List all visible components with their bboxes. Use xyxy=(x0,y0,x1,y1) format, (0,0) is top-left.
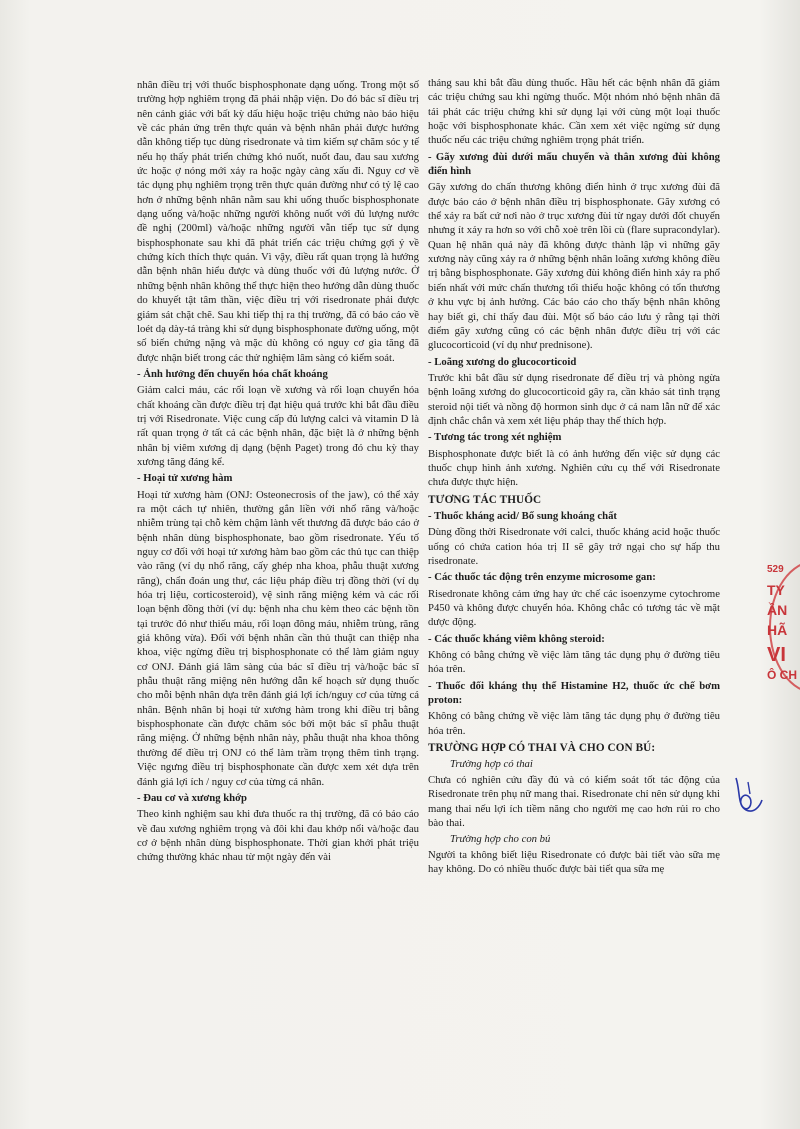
handwritten-signature xyxy=(728,770,768,820)
section-heading: - Gãy xương đùi dưới mấu chuyển và thân xương đùi không điển hình xyxy=(428,150,720,178)
section-heading: - Ảnh hưởng đến chuyển hóa chất khoáng xyxy=(137,367,328,380)
paragraph: nhân điều trị với thuốc bisphosphonate dạng uống. Trong một số trường hợp nghiêm trọng đã phải nhập viện. Do đó bác sĩ điều trị nên cảnh giác với bất kỳ dấu hiệu hoặc triệu chứng nào báo hiệu về các phản ứng trên thực quản và bệnh nhân phải được hướng dẫn không tiếp tục dùng risedronate và tìm kiếm sự chăm sóc y tế nếu họ thấy phát triển chứng khó nuốt, nuốt đau, đau sau xương ức hoặc ợ nóng mới xảy ra hoặc ngày càng xấu đi. Nguy cơ về tác dụng phụ nghiêm trọng trên thực quản đường như có tỷ lệ cao hơn ở những bệnh nhân nằm sau khi uống thuốc bisphosphonate dạng uống và/hoặc những người không nuốt với đủ lượng nước đề nghị (200ml) và/hoặc những người vẫn tiếp tục sử dụng bisphosphonate sau khi đã phát triển các triệu chứng gợi ý về chứng kích thích thực quản. Vì vậy, điều rất quan trọng là hướng dẫn bệnh nhân hiểu được và dùng thuốc với đủ lượng nước. Ở những bệnh nhân không thể thực hiện theo hướng dẫn dùng thuốc do khuyết tật tâm thần, việc điều trị với risedronate phải được giám sát chặt chẽ. Sau khi tiếp thị ra thị trường, đã có báo cáo về loét dạ dày-tá tràng khi sử dụng bisphosphonate đường uống, một số biến chứng nặng và mặc dù không có nguy cơ gia tăng đã được nhận biết trong các thử nghiệm lâm sàng có kiểm soát. xyxy=(137,79,419,364)
section-heading: - Các thuốc tác động trên enzyme microsome gan: xyxy=(428,571,656,584)
paragraph: Giảm calci máu, các rối loạn về xương và rối loạn chuyển hóa chất khoáng cần được điều trị đạt hiệu quả trước khi bắt đầu điều trị với Risedronate. Việc cung cấp đủ lượng calci và vitamin D là rất quan trọng ở tất cả các bệnh nhân, đặc biệt là ở những bệnh nhân bị viêm xương dị dạng (bệnh Paget) trong đó chu kỳ thay xương tăng đáng kể. xyxy=(137,384,419,468)
paragraph: Không có bằng chứng về việc làm tăng tác dụng phụ ở đường tiêu hóa trên. xyxy=(428,649,720,676)
subsection-title: Trường hợp cho con bú xyxy=(450,833,551,846)
right-column xyxy=(428,76,720,878)
paragraph: tháng sau khi bắt đầu dùng thuốc. Hầu hết các bệnh nhân đã giảm các triệu chứng sau khi ngừng thuốc. Một nhóm nhỏ bệnh nhân đã tái phát các triệu chứng khi sử dụng lại với cùng một loại thuốc hoặc với bisphosphonate khác. Cần xem xét việc ngừng sử dụng thuốc nếu các triệu chứng nghiêm trọng phát triển. xyxy=(428,77,720,147)
section-heading: - Thuốc kháng acid/ Bổ sung khoáng chất xyxy=(428,509,617,522)
paragraph: Trước khi bắt đầu sử dụng risedronate để điều trị và phòng ngừa bệnh loãng xương do glucocorticoid gây ra, cần khảo sát tình trạng steroid nội tiết và nồng độ hormon sinh dục ở cả nam lẫn nữ để xác định chắc chắn và xem xét liệu pháp thay thế thích hợp. xyxy=(428,371,720,427)
left-column xyxy=(137,78,419,867)
section-heading: - Thuốc đối kháng thụ thể Histamine H2, thuốc ức chế bơm proton: xyxy=(428,679,720,707)
section-title: TRƯỜNG HỢP CÓ THAI VÀ CHO CON BÚ: xyxy=(428,742,656,755)
section-heading: - Đau cơ và xương khớp xyxy=(137,791,247,804)
section-heading: - Các thuốc kháng viêm không steroid: xyxy=(428,632,605,645)
paragraph: Risedronate không cảm ứng hay ức chế các isoenzyme cytochrome P450 và không được chuyển hóa. Không chắc có tương tác về mặt dược động. xyxy=(428,587,720,629)
paragraph: Chưa có nghiên cứu đầy đủ và có kiểm soát tốt tác động của Risedronate trên phụ nữ mang thai. Risedronate chỉ nên sử dụng khi mang thai nếu lợi ích tiềm năng cho người mẹ cao hơn rủi ro cho bào thai. xyxy=(428,773,720,829)
section-title: TƯƠNG TÁC THUỐC xyxy=(428,493,542,506)
paragraph: Không có bằng chứng về việc làm tăng tác dụng phụ ở đường tiêu hóa trên. xyxy=(428,710,720,737)
section-heading: - Hoại tử xương hàm xyxy=(137,472,233,485)
company-stamp: 529 TY ẦN HÃ VI Ô CH xyxy=(755,560,800,690)
paragraph: Hoại tử xương hàm (ONJ: Osteonecrosis of the jaw), có thể xảy ra một cách tự nhiên, thường gắn liền với nhổ răng và/hoặc nhiễm trùng tại chỗ kèm chậm lành vết thương đã được báo cáo ở bệnh nhân dùng bisphosphonate, bao gồm risedronate. Yếu tố nguy cơ đối với hoại tử xương hàm bao gồm các thủ tục can thiệp vào răng (ví dụ nhổ răng, cấy ghép nha khoa, phẫu thuật xương răng), chẩn đoán ung thư, các liệu pháp điều trị đồng thời (ví dụ hóa trị liệu, corticosteroid), vệ sinh răng miệng kém và các rối loạn bệnh đồng thời (ví dụ: bệnh nha chu kèm theo các bệnh tồn tại trước đó như thiếu máu, rối loạn đông máu, nhiễm trùng, răng giả không vừa). Đối với bệnh nhân cần thủ thuật can thiệp nha khoa, việc ngừng điều trị bisphosphonate có thể làm giảm nguy cơ ONJ. Đánh giá lâm sàng của bác sĩ điều trị và/hoặc bác sĩ phẫu thuật răng miệng nên hướng dẫn kế hoạch sử dụng thuốc cho mỗi bệnh nhân dựa trên đánh giá lợi ích/nguy cơ của từng cá nhân. Bệnh nhân bị hoại tử xương hàm trong khi điều trị bằng bisphosphonate cần được chăm sóc bởi một bác sĩ phẫu thuật răng miệng. Ở những bệnh nhân này, phẫu thuật nha khoa thông thường để điều trị ONJ có thể làm trầm trọng thêm tình trạng. Việc ngưng điều trị bisphosphonate cần được xem xét dựa trên đánh giá lợi ích / nguy cơ của từng cá nhân. xyxy=(137,488,419,788)
section-heading: - Tương tác trong xét nghiệm xyxy=(428,431,562,444)
subsection-title: Trường hợp có thai xyxy=(450,758,533,771)
paragraph: Theo kinh nghiệm sau khi đưa thuốc ra thị trường, đã có báo cáo về đau xương nghiêm trọng và đôi khi đau khớp nổi và/hoặc đau cơ ở bệnh nhân dùng bisphosphonate. Thời gian khởi phát triệu chứng thường khác nhau từ một ngày đến vài xyxy=(137,808,419,864)
paragraph: Gãy xương do chấn thương không điển hình ở trục xương đùi đã được báo cáo ở bệnh nhân điều trị bisphosphonate. Gãy xương có thể xảy ra bất cứ nơi nào ở trục xương đùi từ ngay dưới đốt chuyển nhưng ít xảy ra hơn so với chỗ xoè trên lồi cù (flare supracondylar). Quan hệ nhân quả này đã không được thành lập vì những gãy xương này cũng xảy ra ở những bệnh nhân loãng xương không điều trị bằng bisphosphonate. Gãy xương đùi không điển hình xảy ra phổ biến nhất với mức chấn thương tối thiểu hoặc không có tổn thương ở khu vực bị ảnh hưởng. Các báo cáo cho thấy bệnh nhân không hay biết gì, chỉ thấy đau đùi. Một số báo cáo lưu ý rằng tại thời điểm gãy xương cũng có các bệnh nhân được điều trị với các glucocorticoid (ví dụ như prednisone). xyxy=(428,181,720,352)
paragraph: Người ta không biết liệu Risedronate có được bài tiết vào sữa mẹ hay không. Do có nhiều thuốc được bài tiết qua sữa mẹ xyxy=(428,848,720,875)
paragraph: Bisphosphonate được biết là có ảnh hưởng đến việc sử dụng các thuốc chụp hình ảnh xương. Nghiên cứu cụ thể với Risedronate chưa được thực hiện. xyxy=(428,447,720,489)
section-heading: - Loãng xương do glucocorticoid xyxy=(428,355,577,368)
paragraph: Dùng đồng thời Risedronate với calci, thuốc kháng acid hoặc thuốc uống có chứa cation hóa trị II sẽ gây trở ngại cho sự hấp thu risedronate. xyxy=(428,526,720,567)
